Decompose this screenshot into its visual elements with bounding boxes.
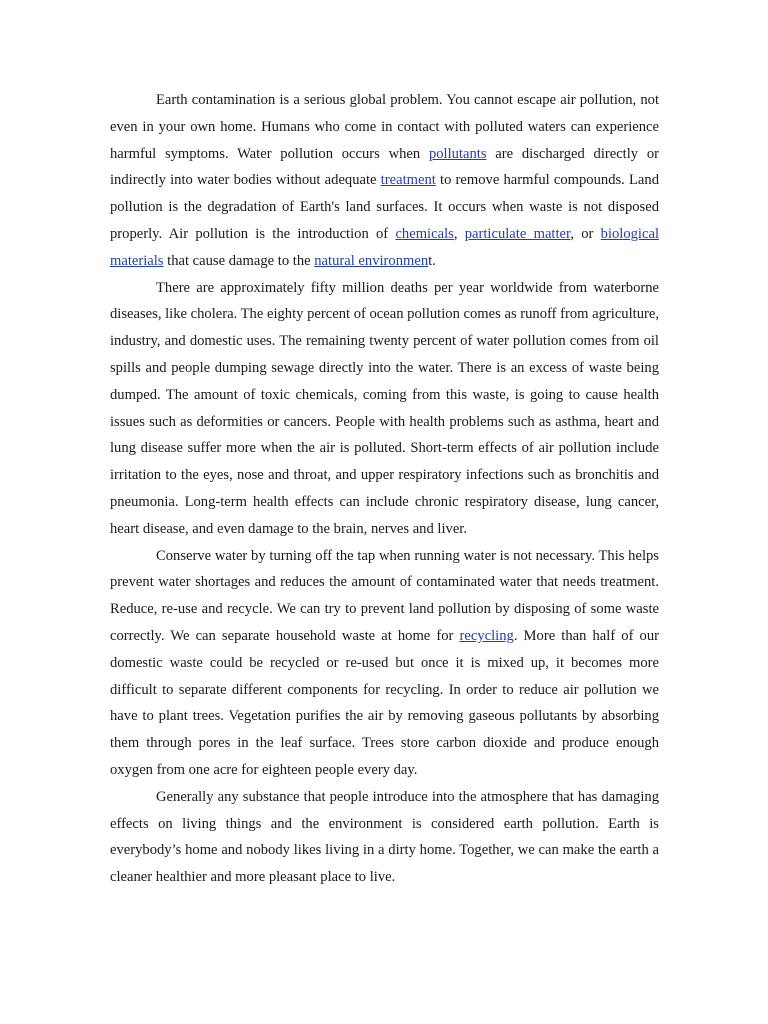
link-recycling[interactable]: recycling [459,627,514,644]
text-run: that cause damage to the [163,252,315,269]
link-treatment[interactable]: treatment [380,172,436,189]
link-chemicals[interactable]: chemicals [395,225,454,242]
text-run: t. [428,252,436,269]
link-natural-environment[interactable]: natural environmen [314,252,429,269]
text-run: are discharged directly or indirectly into water bodies without adequate [110,145,659,189]
paragraph-1 [110,87,659,275]
text-run: There are approximately fifty million deaths per year worldwide from waterborne diseases, like cholera. The eighty percent of ocean pollution comes as runoff from agriculture, industry, and domestic uses. The remaining twenty percent of water pollution comes from oil spills and people dumping sewage directly into the water. There is an excess of waste being dumped. The amount of toxic chemicals, coming from this waste, is going to cause health issues such as deformities or cancers. People with health problems such as asthma, heart and lung disease suffer more when the air is polluted. Short-term effects of air pollution include irritation to the eyes, nose and throat, and upper respiratory infections such as bronchitis and pneumonia. Long-term health effects can include chronic respiratory disease, lung cancer, heart disease, and even damage to the brain, nerves and liver. [110,279,659,537]
text-run: Generally any substance that people introduce into the atmosphere that has damaging effects on living things and the environment is considered earth pollution. Earth is everybody’s home and nobody likes living in a dirty home. Together, we can make the earth a cleaner healthier and more pleasant place to live. [110,788,659,886]
link-biological-materials[interactable]: biological materials [110,225,660,269]
text-run: , or [570,225,601,242]
document-body [110,87,659,891]
paragraph-2 [110,275,659,543]
text-run: , [453,225,465,242]
link-pollutants[interactable]: pollutants [428,145,487,162]
text-run: Earth contamination is a serious global problem. You cannot escape air pollution, not even in your own home. Humans who come in contact with polluted waters can experience harmful symptoms. Water pollution occurs when [110,92,659,162]
link-particulate-matter[interactable]: particulate matter [464,225,571,242]
text-run: . More than half of our domestic waste could be recycled or re-used but once it is mixed up, it becomes more difficult to separate different components for recycling. In order to reduce air pollution we have to plant trees. Vegetation purifies the air by removing gaseous pollutants by absorbing them through pores in the leaf surface. Trees store carbon dioxide and produce enough oxygen from one acre for eighteen people every day. [110,627,659,778]
paragraph-4 [110,784,659,891]
text-run: Conserve water by turning off the tap when running water is not necessary. This helps prevent water shortages and reduces the amount of contaminated water that needs treatment. Reduce, re-use and recycle. We can try to prevent land pollution by disposing of some waste correctly. We can separate household waste at home for [110,547,659,644]
text-run: to remove harmful compounds. Land pollution is the degradation of Earth's land surfaces. It occurs when waste is not disposed properly. Air pollution is the introduction of [110,172,659,242]
paragraph-3 [110,543,659,784]
